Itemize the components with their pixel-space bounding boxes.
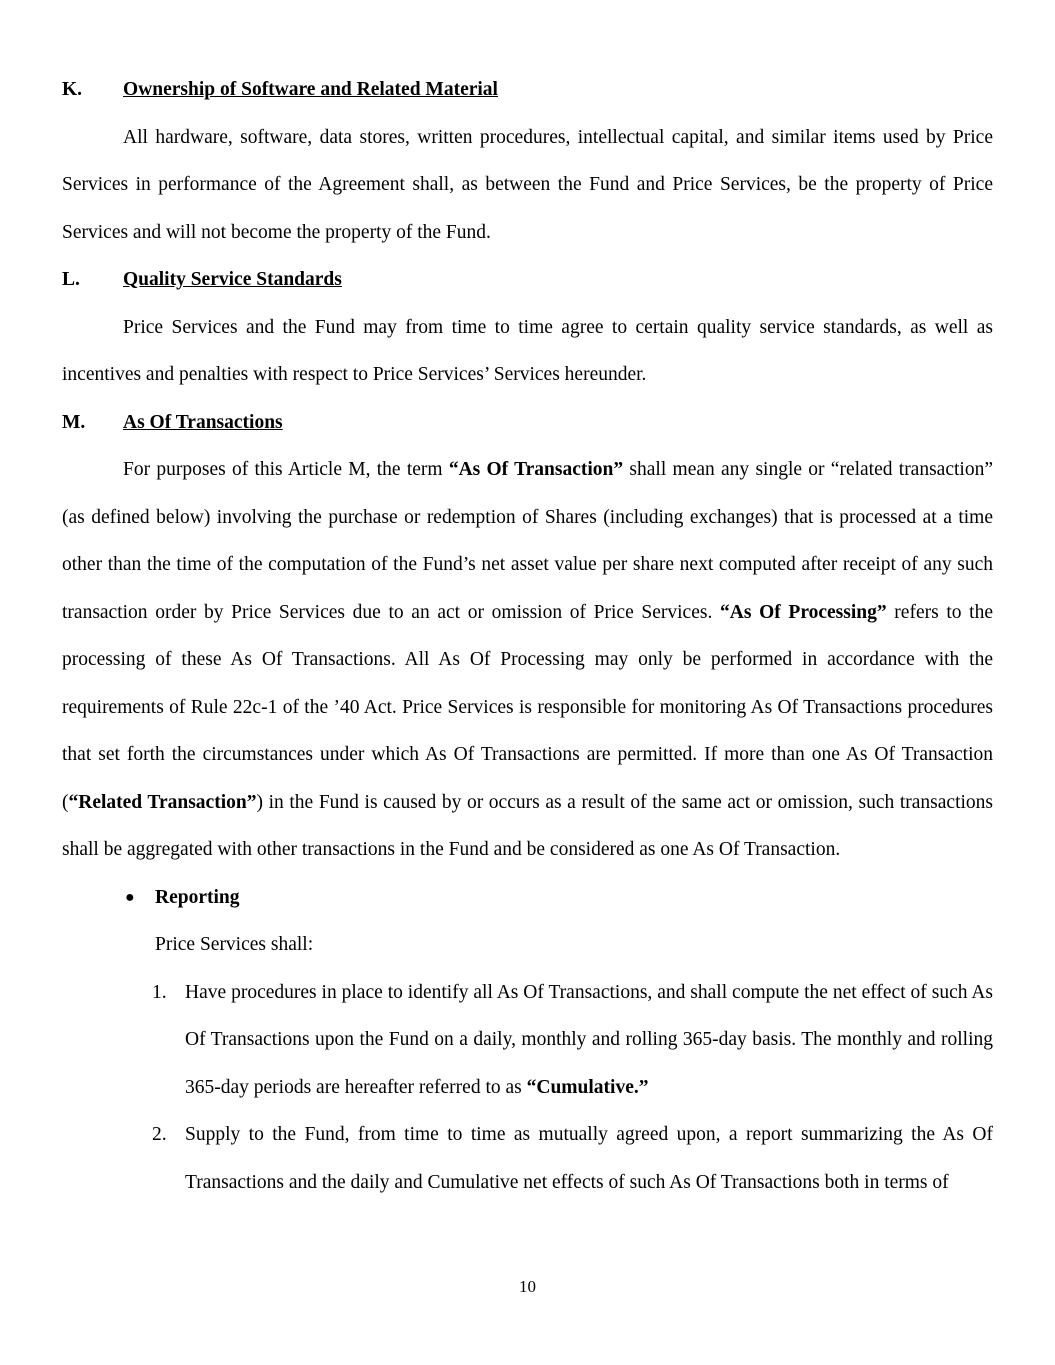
section-letter: M. xyxy=(62,411,86,433)
section-heading xyxy=(62,66,993,114)
section-letter: K. xyxy=(62,79,83,100)
list-item-text: Supply to the Fund, from time to time as mutually agreed upon, a report summarizing the As Of Transactions and the daily and Cumulative net effects of such As Of Transactions both in terms of xyxy=(185,1124,993,1193)
section-heading xyxy=(62,399,993,447)
bullet-icon: ● xyxy=(125,888,135,906)
list-item-text: Have procedures in place to identify all As Of Transactions, and shall compute the net effect of such As Of Transactions upon the Fund on a daily, monthly and rolling 365-day basis. The monthly and rolling 365-day periods are hereafter referred to as “Cumulative.” xyxy=(185,981,993,1098)
reporting-block xyxy=(62,874,993,1207)
section-paragraph: Price Services and the Fund may from time to time agree to certain quality service standards, as well as incentives and penalties with respect to Price Services’ Services hereunder. xyxy=(62,316,993,385)
section-heading xyxy=(62,256,993,304)
section-title: Ownership of Software and Related Material xyxy=(123,79,498,100)
section-title: Quality Service Standards xyxy=(123,269,342,290)
section-as-of-transactions xyxy=(62,399,993,874)
reporting-heading: Reporting xyxy=(155,886,240,908)
section-quality-service-standards xyxy=(62,256,993,399)
section-title: As Of Transactions xyxy=(123,411,283,433)
reporting-bullet-row xyxy=(125,874,993,922)
section-paragraph: All hardware, software, data stores, written procedures, intellectual capital, and similar items used by Price Services in performance of the Agreement shall, as between the Fund and Price Services, be the property of Price Services and will not become the property of the Fund. xyxy=(62,126,993,243)
list-item xyxy=(152,1111,993,1206)
list-item-number: 1. xyxy=(152,981,167,1003)
section-ownership-of-software xyxy=(62,66,993,256)
section-letter: L. xyxy=(62,269,80,290)
list-item xyxy=(152,969,993,1112)
list-item-number: 2. xyxy=(152,1124,167,1145)
page-number: 10 xyxy=(519,1277,536,1296)
reporting-intro: Price Services shall: xyxy=(155,934,314,955)
section-paragraph: For purposes of this Article M, the term “As Of Transaction” shall mean any single or “related transaction” (as defined below) involving the purchase or redemption of Shares (including exchanges) that is processed at a time other than the time of the computation of the Fund’s net asset value per share next computed after receipt of any such transaction order by Price Services due to an act or omission of Price Services. “As Of Processing” refers to the processing of these As Of Transactions. All As Of Processing may only be performed in accordance with the requirements of Rule 22c-1 of the ’40 Act. Price Services is responsible for monitoring As Of Transactions procedures that set forth the circumstances under which As Of Transactions are permitted. If more than one As Of Transaction (“Related Transaction”) in the Fund is caused by or occurs as a result of the same act or omission, such transactions shall be aggregated with other transactions in the Fund and be considered as one As Of Transaction. xyxy=(62,459,994,860)
